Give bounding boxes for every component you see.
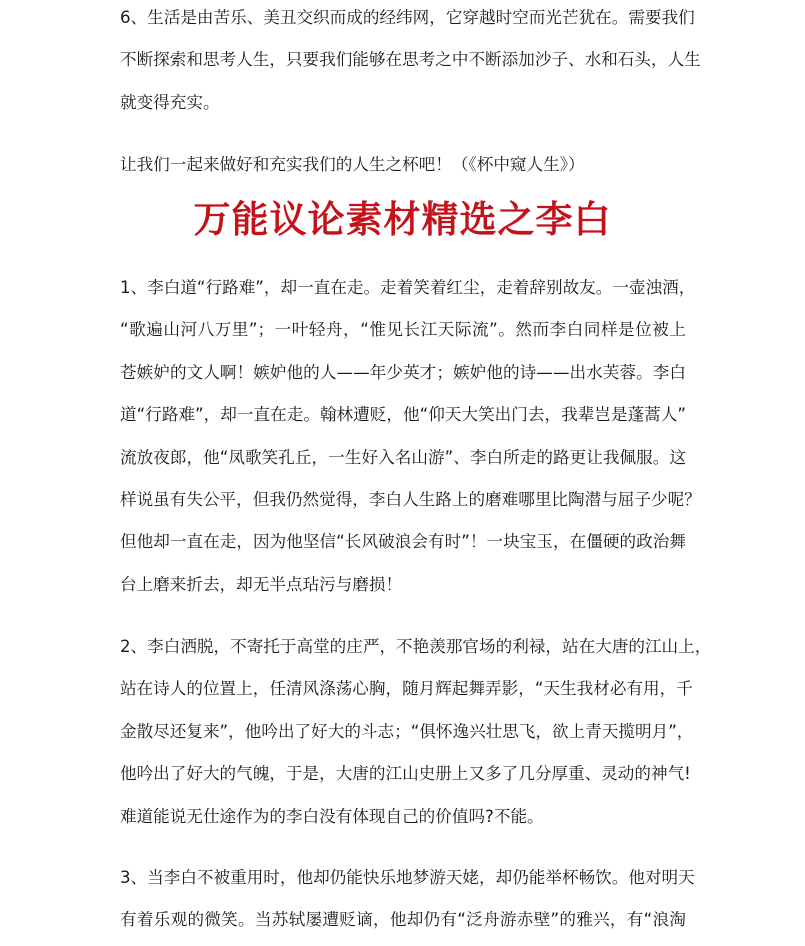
text-line: 6、生活是由苦乐、美丑交织而成的经纬网，它穿越时空而光芒犹在。需要我们 <box>120 8 695 27</box>
text-line: 样说虽有失公平，但我仍然觉得，李白人生路上的磨难哪里比陶潜与屈子少呢？ <box>120 489 701 509</box>
text-line: 难道能说无仕途作为的李白没有体现自己的价值吗?不能。 <box>120 806 544 826</box>
text-line: 他吟出了好大的气魄，于是，大唐的江山史册上又多了几分厚重、灵动的神气! <box>120 764 691 784</box>
text-line: 流放夜郎，他“凤歌笑孔丘，一生好入名山游”、李白所走的路更让我佩服。这 <box>120 447 686 467</box>
paragraph-6 <box>120 0 701 124</box>
paragraph-3 <box>120 857 695 942</box>
text-line: 站在诗人的位置上，任清风涤荡心胸，随月辉起舞弄影，“天生我材必有用，千 <box>120 679 693 699</box>
text-line: 1、李白道“行路难”，却一直在走。走着笑着红尘，走着辞别故友。一壶浊酒， <box>120 278 696 297</box>
text-line: 但他却一直在走，因为他坚信“长风破浪会有时”！一块宝玉，在僵硬的政治舞 <box>120 532 686 552</box>
text-line: 有着乐观的微笑。当苏轼屡遭贬谪，他却仍有“泛舟游赤壁”的雅兴，有“浪淘 <box>120 910 686 930</box>
text-line: 3、当李白不被重用时，他却仍能快乐地梦游天姥，却仍能举杯畅饮。他对明天 <box>120 868 695 887</box>
text-line: “歌遍山河八万里”；一叶轻舟，“惟见长江天际流”。然而李白同样是位被上 <box>120 320 686 340</box>
text-line: 不断探索和思考人生，只要我们能够在思考之中不断添加沙子、水和石头，人生 <box>120 50 701 70</box>
text-line: 台上磨来折去，却无半点玷污与磨损！ <box>120 574 403 594</box>
text-line: 苍嫉妒的文人啊！嫉妒他的人——年少英才；嫉妒他的诗——出水芙蓉。李白 <box>120 362 686 382</box>
closing-sentence-block <box>120 144 686 186</box>
paragraph-1 <box>120 267 701 606</box>
section-title: 万能议论素材精选之李白 <box>193 198 612 241</box>
text-line: 就变得充实。 <box>120 92 220 112</box>
paragraph-2 <box>120 626 712 838</box>
closing-sentence: 让我们一起来做好和充实我们的人生之杯吧！（《杯中窥人生》） <box>120 155 585 174</box>
text-line: 道“行路难”，却一直在走。翰林遭贬，他“仰天大笑出门去，我辈岂是蓬蒿人” <box>120 405 686 425</box>
text-line: 2、李白洒脱，不寄托于高堂的庄严，不艳羡那官场的利禄，站在大唐的江山上， <box>120 637 712 656</box>
text-line: 金散尽还复来”，他吟出了好大的斗志；“俱怀逸兴壮思飞，欲上青天揽明月”， <box>120 721 694 741</box>
